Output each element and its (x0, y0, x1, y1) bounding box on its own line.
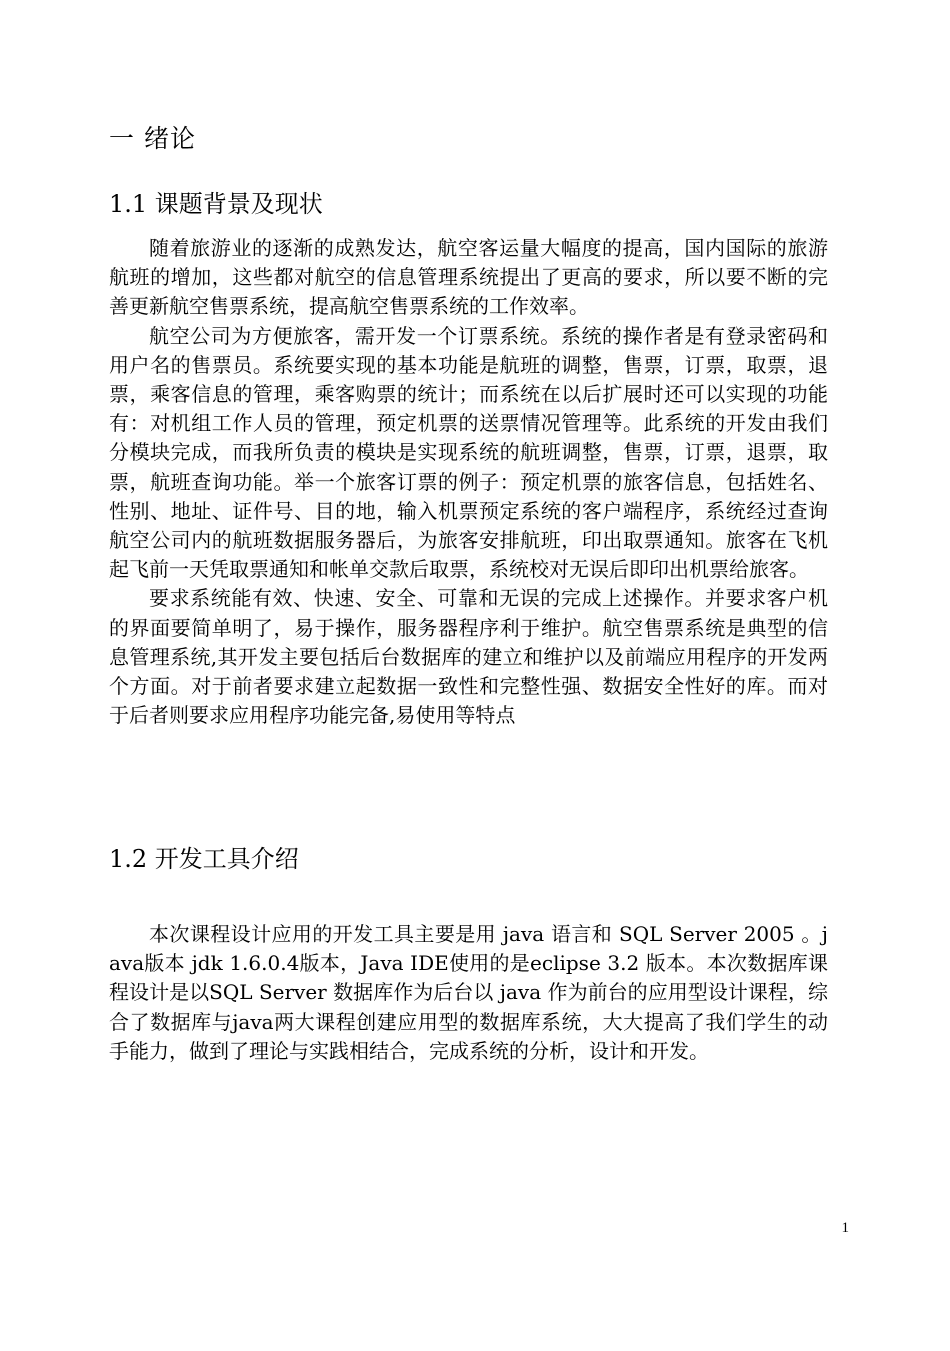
paragraph-requirements: 要求系统能有效、快速、安全、可靠和无误的完成上述操作。并要求客户机的界面要简单明了，易于操作，服务器程序利于维护。航空售票系统是典型的信息管理系统,其开发主要包括后台数据库的建立和维护以及前端应用程序的开发两个方面。对于前者要求建立起数据一致性和完整性强、数据安全性好的库。而对于后者则要求应用程序功能完备,易使用等特点 (109, 586, 828, 728)
section-body-tools (109, 920, 828, 1066)
paragraph-dev-tools: 本次课程设计应用的开发工具主要是用 java 语言和 SQL Server 2005 。java版本 jdk 1.6.0.4版本，Java IDE使用的是eclipse 3.2 版本。本次数据库课程设计是以SQL Server 数据库作为后台以 java 作为前台的应用型设计课程，综合了数据库与java两大课程创建应用型的数据库系统，大大提高了我们学生的动手能力，做到了理论与实践相结合，完成系统的分析，设计和开发。 (109, 922, 828, 1063)
section-body-background (109, 234, 828, 730)
section-heading-background: 1.1 课题背景及现状 (109, 190, 323, 218)
page-number: 1 (841, 1220, 849, 1236)
paragraph-booking-system: 航空公司为方便旅客，需开发一个订票系统。系统的操作者是有登录密码和用户名的售票员。系统要实现的基本功能是航班的调整，售票，订票，取票，退票，乘客信息的管理，乘客购票的统计；而系统在以后扩展时还可以实现的功能有：对机组工作人员的管理，预定机票的送票情况管理等。此系统的开发由我们分模块完成，而我所负责的模块是实现系统的航班调整，售票，订票，退票，取票，航班查询功能。举一个旅客订票的例子：预定机票的旅客信息，包括姓名、性别、地址、证件号、目的地，输入机票预定系统的客户端程序，系统经过查询航空公司内的航班数据服务器后，为旅客安排航班，印出取票通知。旅客在飞机起飞前一天凭取票通知和帐单交款后取票，系统校对无误后即印出机票给旅客。 (109, 323, 828, 582)
chapter-title: 一 绪论 (109, 124, 196, 153)
section-heading-tools: 1.2 开发工具介绍 (109, 845, 299, 873)
paragraph-tourism-growth: 随着旅游业的逐渐的成熟发达，航空客运量大幅度的提高，国内国际的旅游航班的增加，这些都对航空的信息管理系统提出了更高的要求，所以要不断的完善更新航空售票系统，提高航空售票系统的工作效率。 (109, 236, 828, 319)
